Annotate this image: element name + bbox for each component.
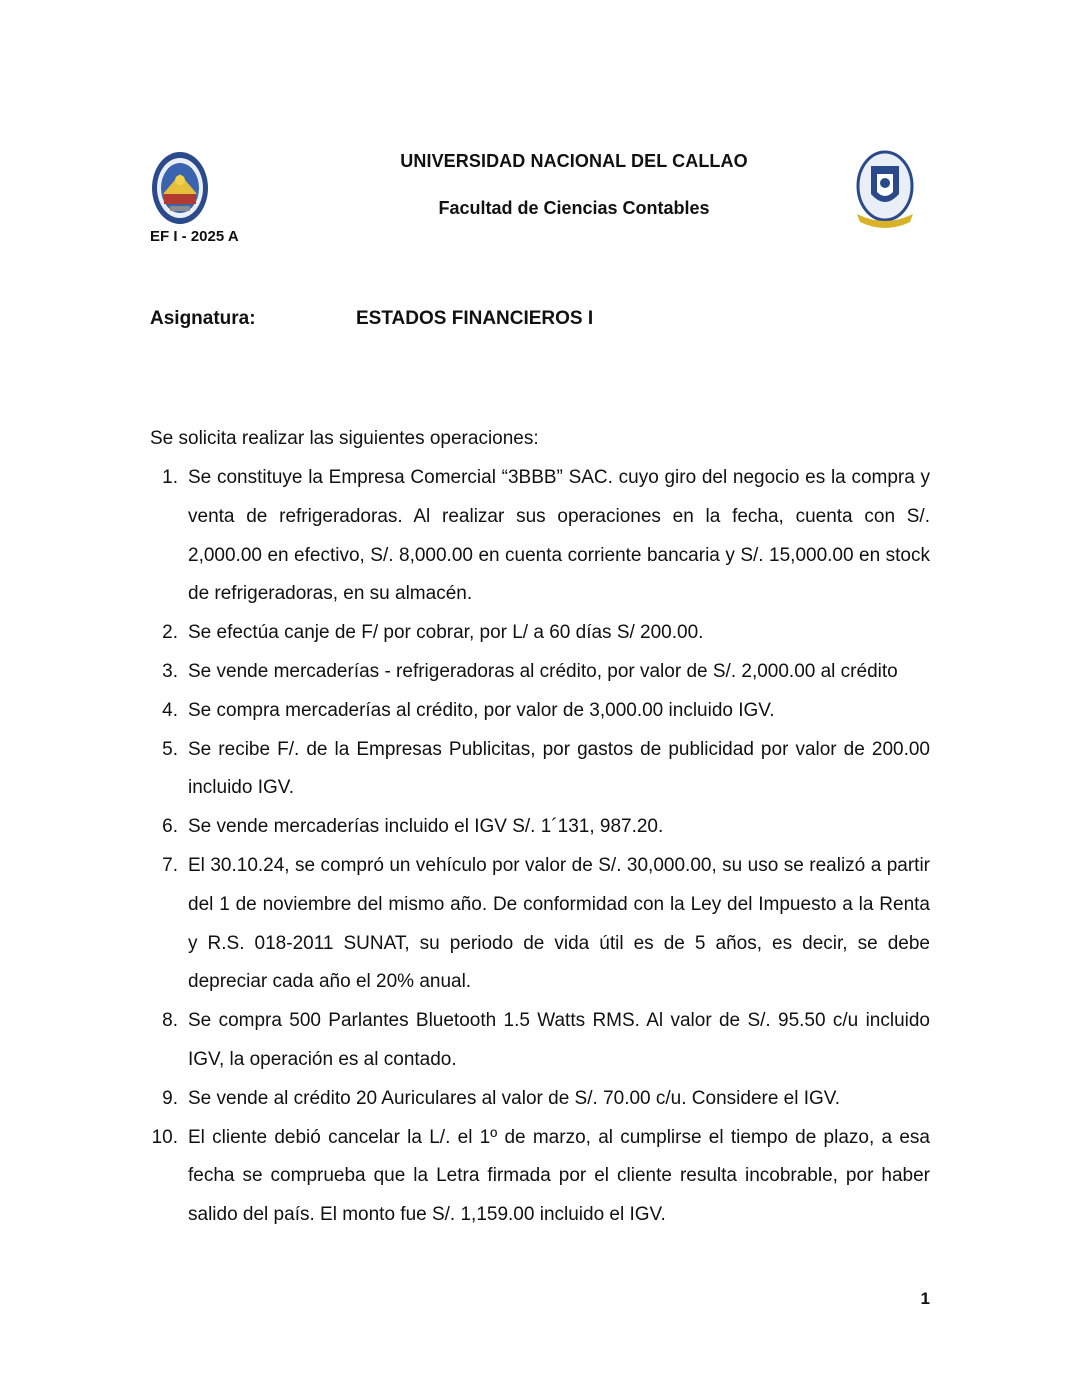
list-item-number: 4. <box>162 699 178 721</box>
list-item <box>150 653 930 692</box>
list-item <box>150 731 930 809</box>
exam-code: EF I - 2025 A <box>150 228 239 245</box>
list-item <box>150 847 930 1002</box>
list-item-number: 1. <box>162 467 178 488</box>
list-item <box>150 1002 930 1080</box>
list-item <box>150 692 930 731</box>
list-item-text: Se recibe F/. de la Empresas Publicitas, por gastos de publicidad por valor de 200.00 incluido IGV. <box>188 738 930 799</box>
list-item <box>150 459 930 614</box>
university-seal-icon <box>150 150 210 226</box>
list-item-text: Se compra mercaderías al crédito, por valor de 3,000.00 incluido IGV. <box>188 699 775 721</box>
list-item-number: 3. <box>162 660 178 682</box>
list-item-number: 6. <box>162 816 178 838</box>
intro-text: Se solicita realizar las siguientes operaciones: <box>150 428 539 449</box>
operations-list <box>150 459 930 1235</box>
subject-label: Asignatura: <box>150 308 256 329</box>
list-item-text: Se efectúa canje de F/ por cobrar, por L/ a 60 días S/ 200.00. <box>188 622 704 644</box>
list-item-text: Se compra 500 Parlantes Bluetooth 1.5 Watts RMS. Al valor de S/. 95.50 c/u incluido IGV, la operación es al contado. <box>188 1010 930 1070</box>
list-item-text: Se vende mercaderías incluido el IGV S/. 1´131, 987.20. <box>188 816 664 838</box>
list-item <box>150 1119 930 1235</box>
list-item-text: Se constituye la Empresa Comercial “3BBB” SAC. cuyo giro del negocio es la compra y venta de refrigeradoras. Al realizar sus operaciones en la fecha, cuenta con S/. 2,000.00 en efectivo, S/. 8,000.00 en cuenta corriente bancaria y S/. 15,000.00 en stock de refrigeradoras, en su almacén. <box>188 467 930 605</box>
university-title: UNIVERSIDAD NACIONAL DEL CALLAO <box>400 151 748 171</box>
list-item-text: El 30.10.24, se compró un vehículo por valor de S/. 30,000.00, su uso se realizó a partir del 1 de noviembre del mismo año. De conformidad con la Ley del Impuesto a la Renta y R.S. 018-2011 SUNAT, su periodo de vida útil es de 5 años, es decir, se debe depreciar cada año el 20% anual. <box>188 854 930 993</box>
list-item-text: Se vende mercaderías - refrigeradoras al crédito, por valor de S/. 2,000.00 al crédito <box>188 660 898 682</box>
list-item <box>150 1080 930 1119</box>
list-item-number: 7. <box>162 854 178 876</box>
faculty-title: Facultad de Ciencias Contables <box>438 198 710 218</box>
page-number: 1 <box>920 1289 930 1308</box>
list-item-text: El cliente debió cancelar la L/. el 1º de marzo, al cumplirse el tiempo de plazo, a esa fecha se comprueba que la Letra firmada por el cliente resulta incobrable, por haber salido del país. El monto fue S/. 1,159.00 incluido el IGV. <box>188 1126 930 1226</box>
list-item-number: 9. <box>162 1087 178 1109</box>
list-item-number: 8. <box>162 1010 178 1032</box>
faculty-shield-icon <box>852 148 918 234</box>
list-item-text: Se vende al crédito 20 Auriculares al valor de S/. 70.00 c/u. Considere el IGV. <box>188 1087 841 1109</box>
subject-value: ESTADOS FINANCIEROS I <box>356 308 594 329</box>
list-item <box>150 808 930 847</box>
list-item <box>150 614 930 653</box>
list-item-number: 2. <box>162 622 178 644</box>
list-item-number: 5. <box>162 738 178 760</box>
list-item-number: 10. <box>151 1126 178 1148</box>
